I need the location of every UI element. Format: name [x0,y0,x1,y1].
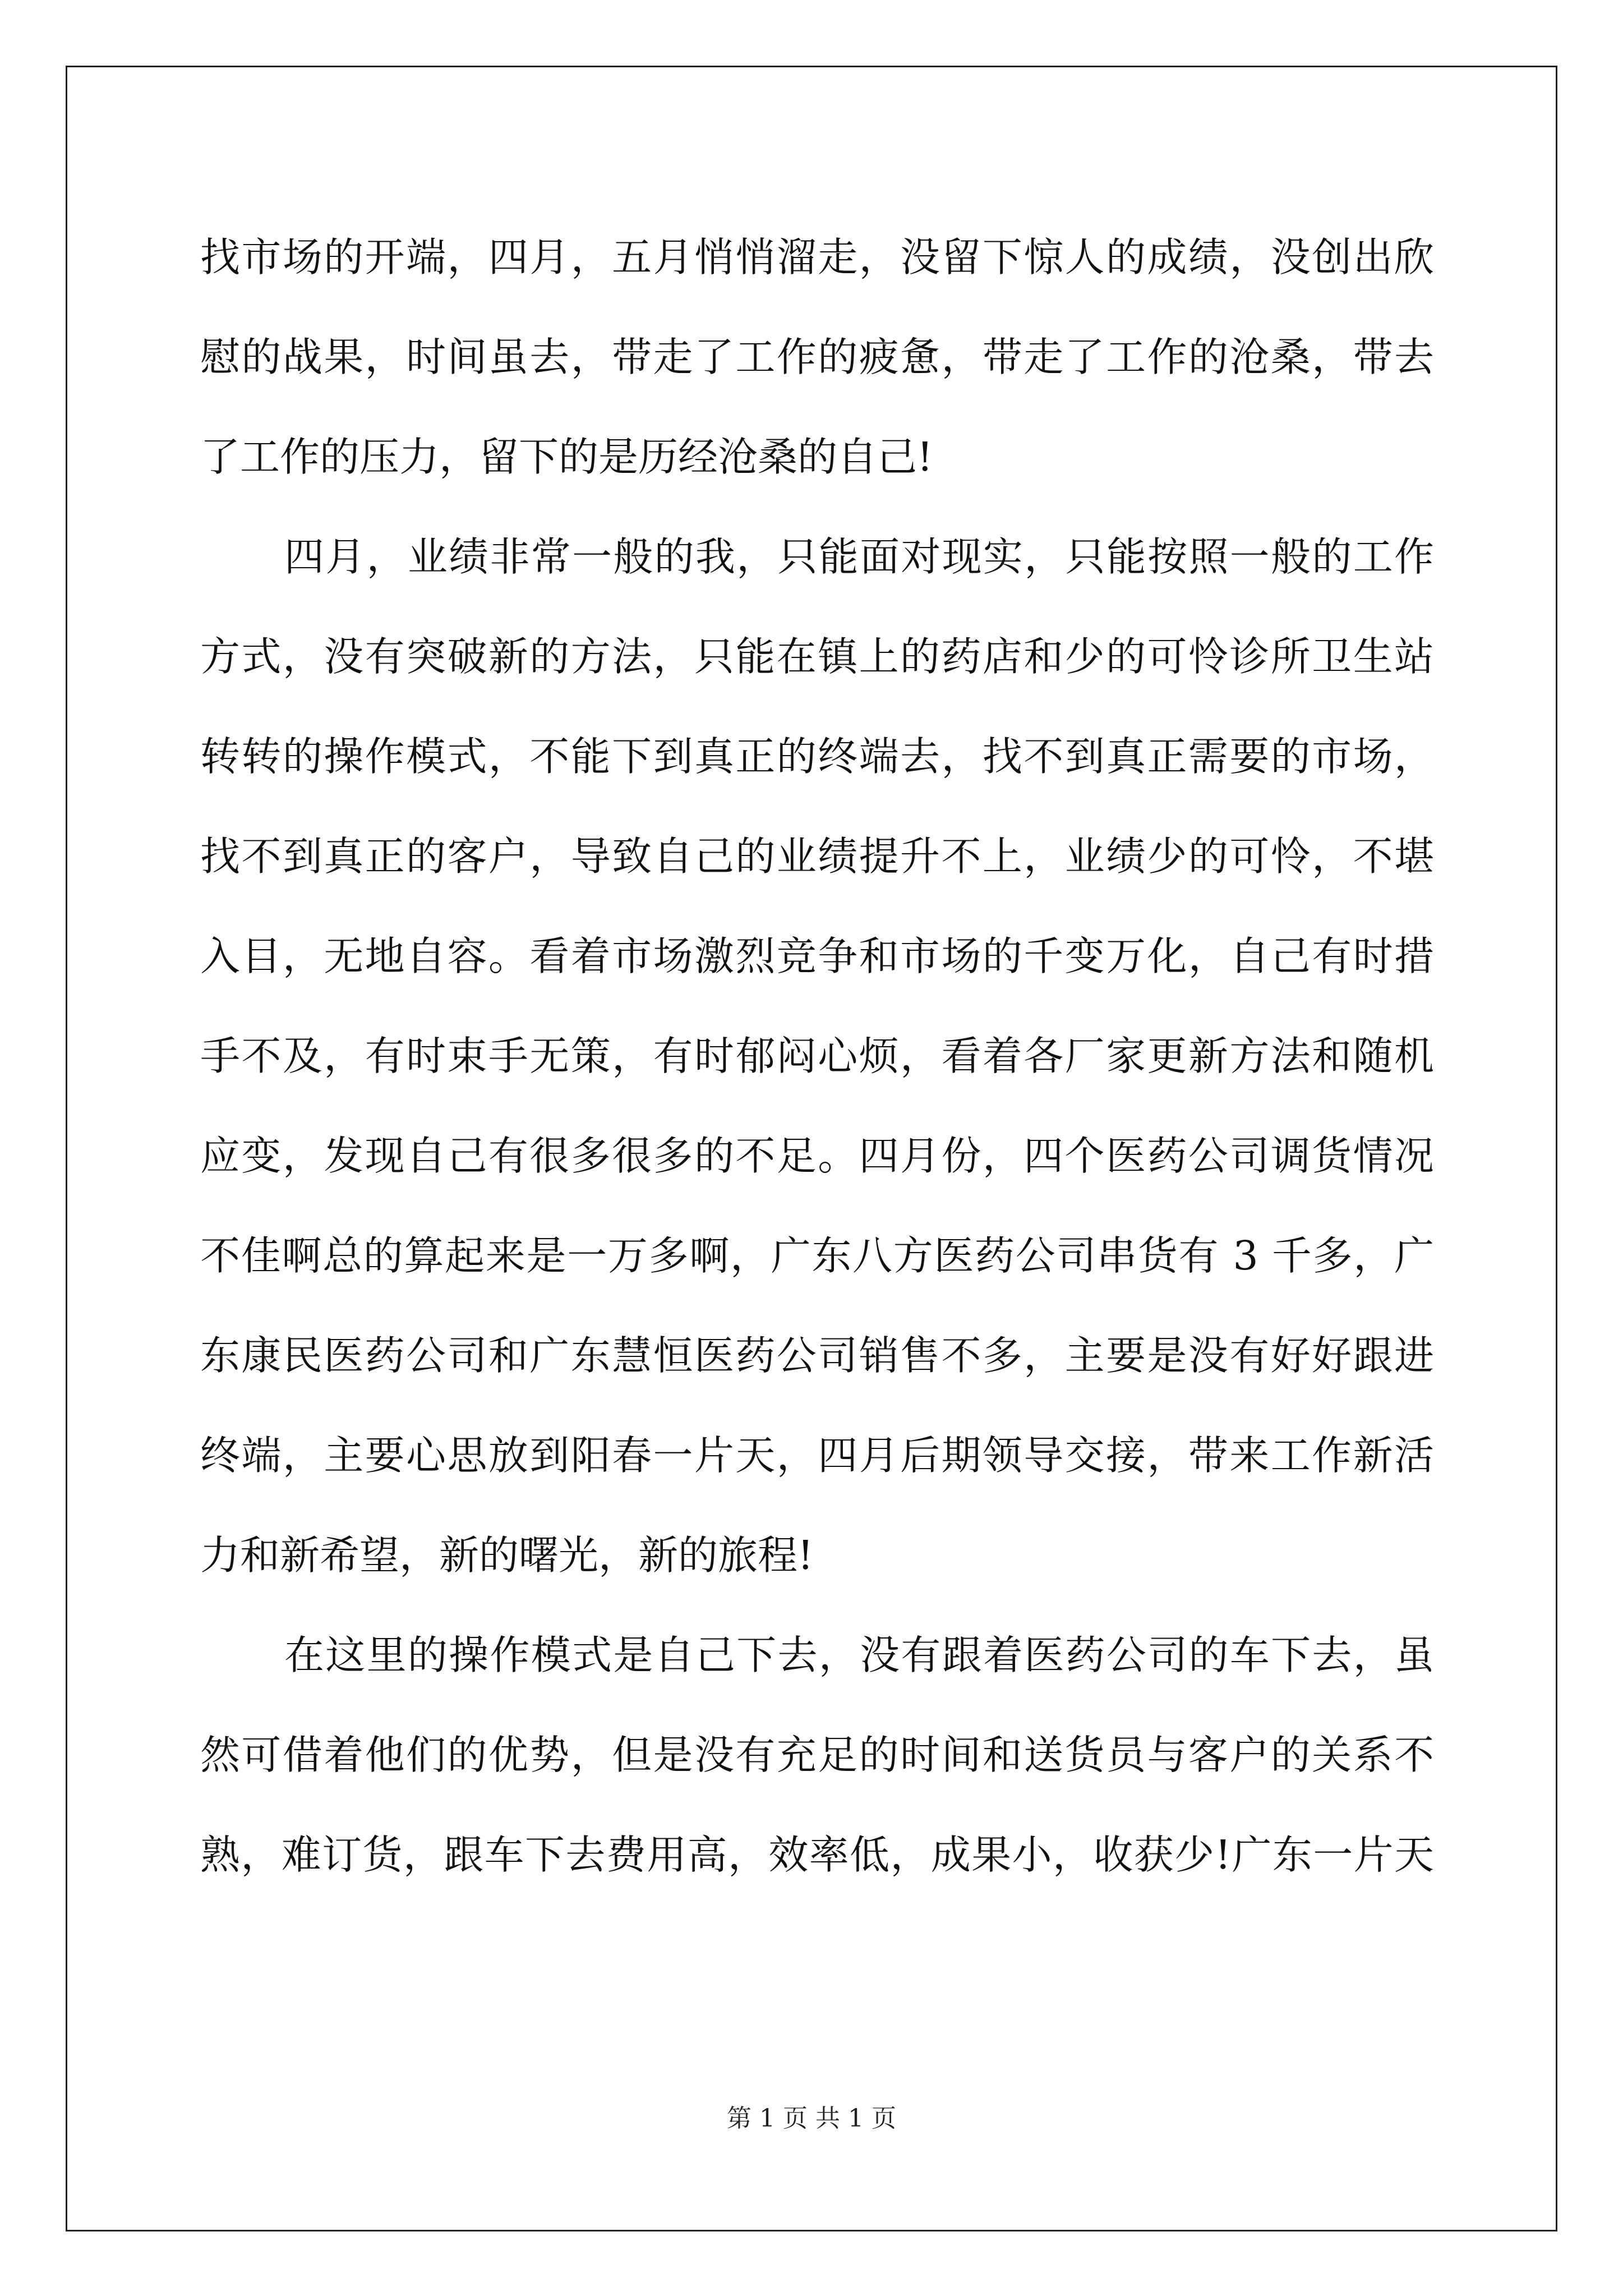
document-body [200,208,1434,1905]
paragraph-line: 熟，难订货，跟车下去费用高，效率低，成果小，收获少!广东一片天 [200,1832,1434,1878]
paragraph-line: 了工作的压力，留下的是历经沧桑的自己! [200,434,933,480]
paragraph-line: 入目，无地自容。看着市场激烈竞争和市场的千变万化，自己有时措 [200,933,1434,979]
paragraph-line: 东康民医药公司和广东慧恒医药公司销售不多，主要是没有好好跟进 [200,1332,1434,1379]
paragraph-line: 在这里的操作模式是自己下去，没有跟着医药公司的车下去，虽 [284,1632,1434,1678]
paragraph-line: 找市场的开端，四月，五月悄悄溜走，没留下惊人的成绩，没创出欣 [200,234,1434,280]
paragraph-line: 慰的战果，时间虽去，带走了工作的疲惫，带走了工作的沧桑，带去 [200,334,1434,380]
paragraph-line: 力和新希望，新的曙光，新的旅程! [200,1532,814,1579]
paragraph-line: 手不及，有时束手无策，有时郁闷心烦，看着各厂家更新方法和随机 [200,1033,1434,1079]
paragraph-line: 终端，主要心思放到阳春一片天，四月后期领导交接，带来工作新活 [200,1432,1434,1479]
page-footer: 第 1 页 共 1 页 [727,2104,896,2133]
paragraph-line: 方式，没有突破新的方法，只能在镇上的药店和少的可怜诊所卫生站 [200,633,1434,680]
paragraph-line: 四月，业绩非常一般的我，只能面对现实，只能按照一般的工作 [284,533,1434,580]
paragraph-line: 转转的操作模式，不能下到真正的终端去，找不到真正需要的市场， [200,733,1434,780]
paragraph-line: 然可借着他们的优势，但是没有充足的时间和送货员与客户的关系不 [200,1732,1434,1778]
paragraph-line: 找不到真正的客户，导致自己的业绩提升不上，业绩少的可怜，不堪 [200,833,1434,880]
paragraph-line: 应变，发现自己有很多很多的不足。四月份，四个医药公司调货情况 [200,1133,1434,1179]
paragraph-line: 不佳啊总的算起来是一万多啊，广东八方医药公司串货有 3 千多，广 [200,1232,1434,1279]
